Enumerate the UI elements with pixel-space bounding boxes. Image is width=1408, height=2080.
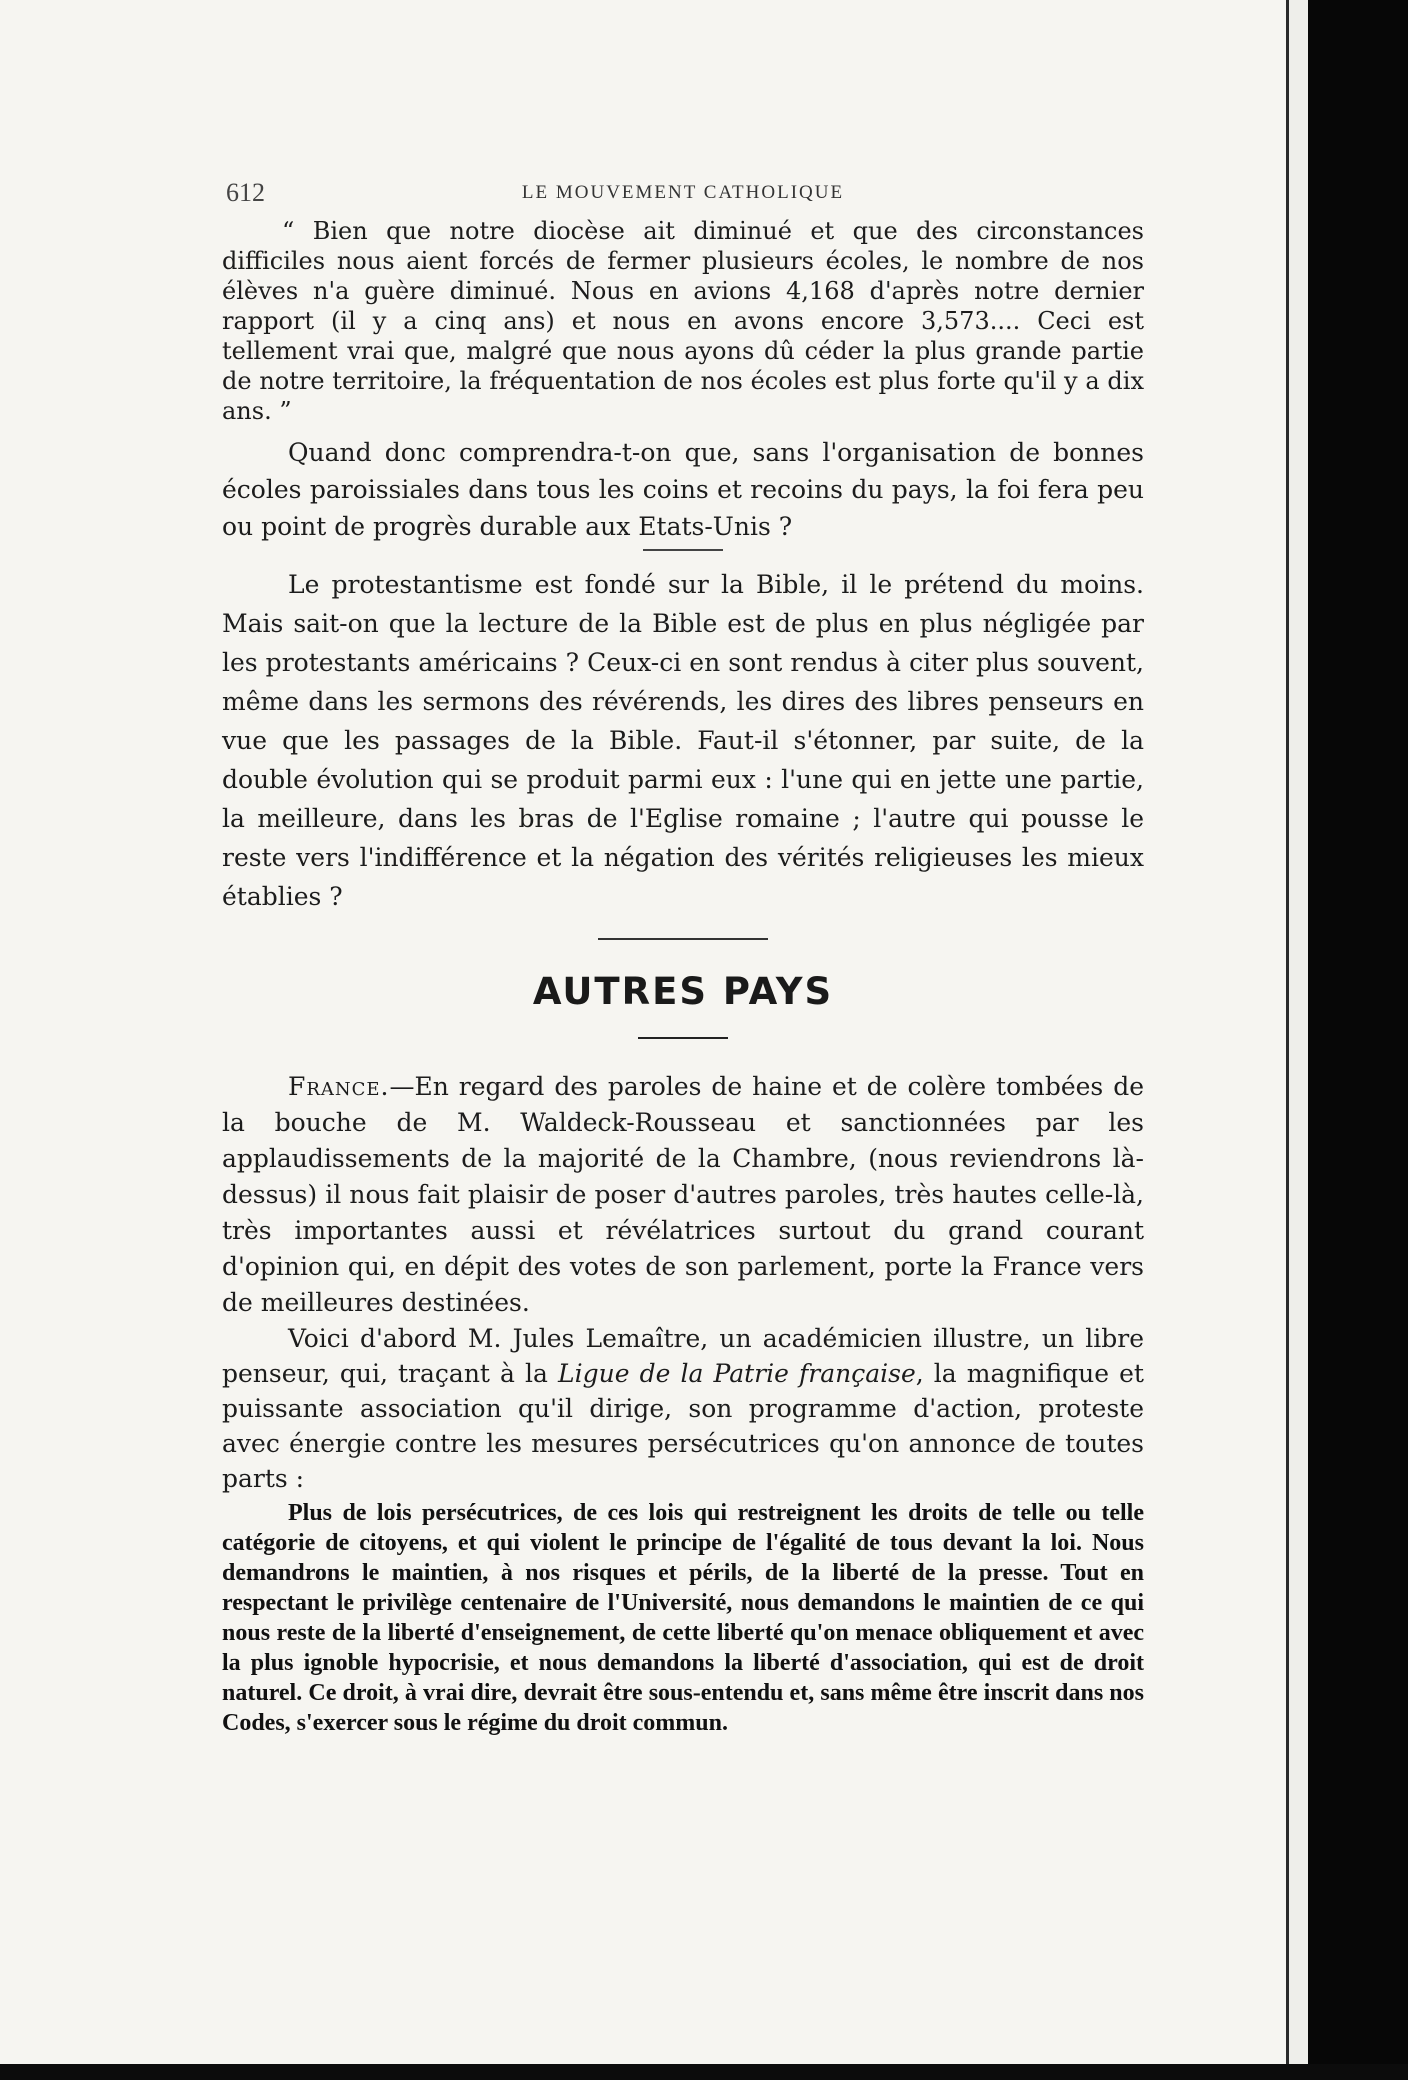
paragraph-protestantism: Le protestantisme est fondé sur la Bible, il le prétend du moins. Mais sait-on que la lecture de la Bible est de plus en plus négligée par les protestants américains ? Ceux-ci en sont rendus à citer plus souvent, même dans les sermons des révérends, les dires des libres penseurs en vue que les passages de la Bible. Faut-il s'étonner, par suite, de la double évolution qui se produit parmi eux : l'une qui en jette une partie, la meilleure, dans les bras de l'Eglise romaine ; l'autre qui pousse le reste vers l'indifférence et la négation des vérités religieuses les mieux établies ? bbox=[222, 570, 1144, 911]
paragraph-text-after: , la magnifique et puissante association qu'il dirige, son programme d'action, proteste avec énergie contre les mesures persécutrices qu'on annonce de toutes parts : bbox=[222, 1359, 1144, 1493]
separator-rule bbox=[643, 549, 723, 551]
paragraph-france bbox=[222, 1069, 1144, 1321]
running-head bbox=[222, 172, 1144, 216]
quoted-report-paragraph: “ Bien que notre diocèse ait diminué et que des circonstances difficiles nous aient forcés de fermer plusieurs écoles, le nombre de nos élèves n'a guère diminué. Nous en avions 4,168 d'après notre dernier rapport (il y a cinq ans) et nous en avons encore 3,573.... Ceci est tellement vrai que, malgré que nous ayons dû céder la plus grande partie de notre territoire, la fréquentation de nos écoles est plus forte qu'il y a dix ans. ” bbox=[222, 217, 1144, 425]
page-content bbox=[222, 172, 1144, 1738]
paragraph-text-before: Voici d'abord M. Jules Lemaître, un académicien illustre, un libre penseur, qui, traçant à la bbox=[222, 1324, 1144, 1388]
section-heading: AUTRES PAYS bbox=[532, 970, 834, 1013]
paragraph-jules-lemaitre bbox=[222, 1321, 1144, 1496]
separator-rule-after-heading bbox=[638, 1037, 728, 1039]
quoted-program-paragraph: Plus de lois persécutrices, de ces lois qui restreignent les droits de telle ou telle catégorie de citoyens, et qui violent le principe de l'égalité de tous devant la loi. Nous demandrons le maintien, à nos risques et périls, de la liberté de la presse. Tout en respectant le privilège centenaire de l'Université, nous demandons le maintien de ce qui nous reste de la liberté d'enseignement, de cette liberté qu'on menace obliquement et avec la plus ignoble hypocrisie, et nous demandons la liberté d'association, qui est de droit naturel. Ce droit, à vrai dire, devrait être sous-entendu et, sans même être inscrit dans nos Codes, s'exercer sous le régime du droit commun. bbox=[222, 1500, 1144, 1736]
paragraph-parochial-schools: Quand donc comprendra-t-on que, sans l'organisation de bonnes écoles paroissiales dans tous les coins et recoins du pays, la foi fera peu ou point de progrès durable aux Etats-Unis ? bbox=[222, 438, 1144, 541]
separator-rule-before-heading bbox=[598, 938, 768, 940]
page-number: 612 bbox=[226, 178, 265, 207]
scan-bottom-border bbox=[0, 2064, 1408, 2080]
league-name: Ligue de la Patrie française bbox=[558, 1359, 916, 1388]
paragraph-lead-word: France. bbox=[288, 1072, 390, 1101]
scan-border bbox=[1308, 0, 1408, 2064]
running-title: LE MOUVEMENT CATHOLIQUE bbox=[521, 182, 845, 203]
paragraph-france-text: —En regard des paroles de haine et de colère tombées de la bouche de M. Waldeck-Rousseau et sanctionnées par les applaudissements de la majorité de la Chambre, (nous reviendrons là-dessus) il nous fait plaisir de poser d'autres paroles, très hautes celle-là, très importantes aussi et révélatrices surtout du grand courant d'opinion qui, en dépit des votes de son parlement, porte la France vers de meilleures destinées. bbox=[222, 1072, 1144, 1317]
